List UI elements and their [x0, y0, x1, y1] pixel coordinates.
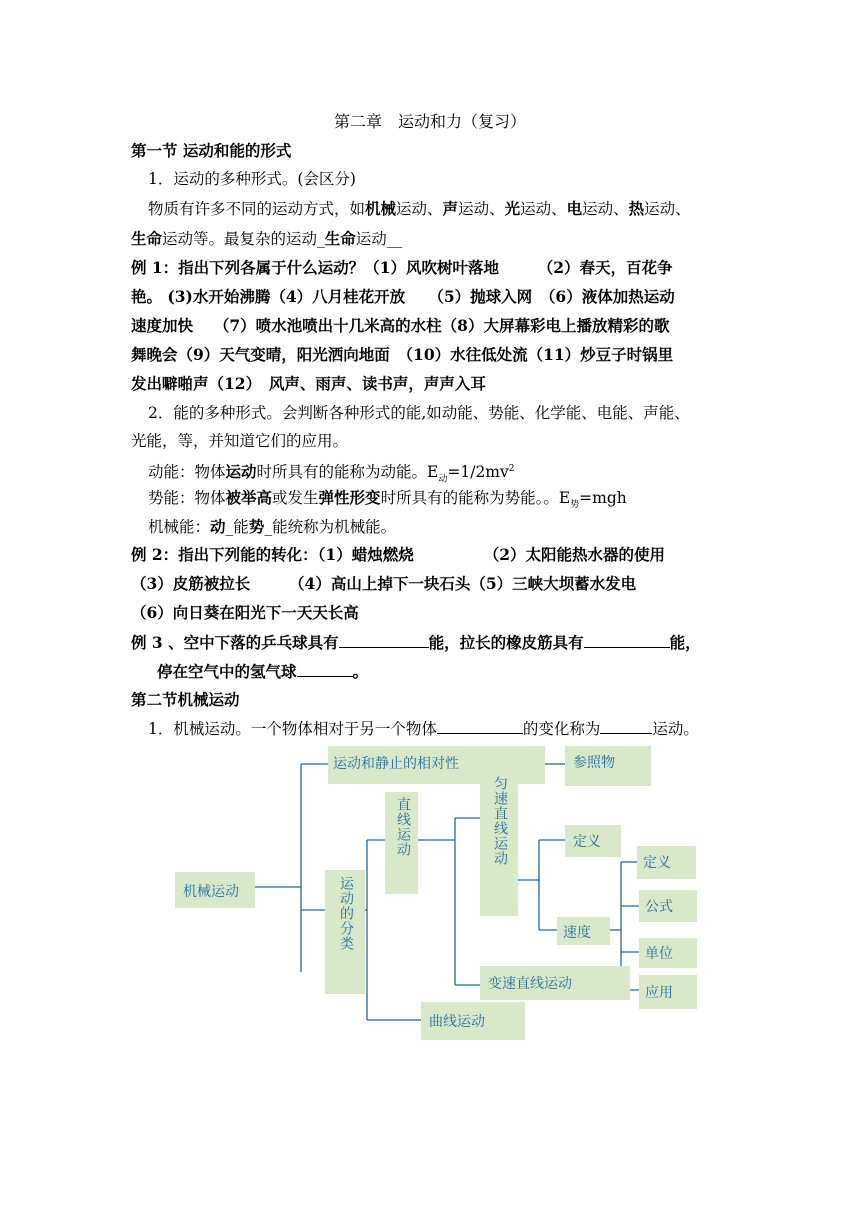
paragraph-motion-line1: 物质有许多不同的运动方式，如机械运动、声运动、光运动、电运动、热运动、	[148, 199, 691, 218]
example2-line3: （6）向日葵在阳光下一天天长高	[131, 603, 359, 622]
diagram-node-straight-motion: 直线运动	[385, 792, 418, 894]
diagram-node-speed: 速度	[557, 917, 610, 945]
diagram-node-definition: 定义	[565, 825, 621, 857]
example3-line1: 例 3 、空中下落的乒乓球具有 能，拉长的橡皮筋具有 能，	[131, 633, 701, 652]
example1-line5: 发出噼啪声（12） 风声、雨声、读书声，声声入耳	[131, 374, 486, 393]
example1-line2: 艳。 (3)水开始沸腾（4）八月桂花开放 （5）抛球入网 （6）液体加热运动	[131, 287, 675, 306]
page-title: 第二章 运动和力（复习）	[333, 112, 526, 131]
example1-line3: 速度加快 （7）喷水池喷出十几米高的水柱（8）大屏幕彩电上播放精彩的歌	[131, 316, 670, 335]
item-energy-forms-line2: 光能，等，并知道它们的应用。	[131, 432, 349, 450]
diagram-node-variable-motion: 变速直线运动	[480, 966, 630, 1000]
example2-line1: 例 2：指出下列能的转化：（1）蜡烛燃烧 （2）太阳能热水器的使用	[131, 545, 666, 564]
kinetic-energy-definition: 动能：物体运动时所具有的能称为动能。$E_动=1/2mv^2$	[148, 462, 515, 485]
potential-energy-definition: 势能：物体被举高或发生弹性形变时所具有的能称为势能。。$E_势=mgh$	[148, 488, 627, 511]
diagram-node-mechanical-motion: 机械运动	[175, 872, 255, 908]
diagram-node-classification: 运动的分类	[325, 870, 365, 994]
answer-blank	[339, 633, 429, 648]
example1-line4: 舞晚会（9）天气变晴，阳光洒向地面 （10）水往低处流（11）炒豆子时锅里	[131, 345, 674, 364]
mechanical-energy-definition: 机械能：动_能势_能统称为机械能。	[148, 517, 397, 536]
diagram-node-curve-motion: 曲线运动	[421, 1002, 525, 1040]
diagram-node-speed-application: 应用	[639, 975, 697, 1009]
item-energy-forms-line1: 2．能的多种形式。会判断各种形式的能,如动能、势能、化学能、电能、声能、	[148, 404, 690, 422]
diagram-node-speed-unit: 单位	[639, 938, 697, 968]
diagram-node-reference: 参照物	[565, 746, 651, 786]
diagram-node-relativity: 运动和静止的相对性	[328, 746, 545, 784]
section2-heading: 第二节机械运动	[131, 690, 240, 709]
example2-line2: （3）皮筋被拉长 （4）高山上掉下一块石头（5）三峡大坝蓄水发电	[131, 574, 637, 593]
example3-line2: 停在空气中的氢气球 。	[157, 662, 369, 681]
diagram-node-speed-definition: 定义	[637, 846, 696, 879]
answer-blank	[437, 719, 523, 734]
item-mechanical-motion: 1．机械运动。一个物体相对于另一个物体 的变化称为 运动。	[148, 720, 699, 738]
diagram-node-uniform-motion: 匀速直线运动	[480, 770, 518, 916]
answer-blank	[297, 662, 353, 677]
diagram-node-speed-formula: 公式	[639, 890, 697, 922]
item-motion-forms: 1．运动的多种形式。(会区分)	[148, 170, 356, 188]
answer-blank	[600, 719, 652, 734]
section1-heading: 第一节 运动和能的形式	[131, 141, 292, 160]
example1-line1: 例 1：指出下列各属于什么运动？（1）风吹树叶落地 （2）春天，百花争	[131, 258, 673, 277]
paragraph-motion-line2: 生命运动等。最复杂的运动_生命运动__	[131, 229, 403, 248]
answer-blank	[584, 633, 670, 648]
